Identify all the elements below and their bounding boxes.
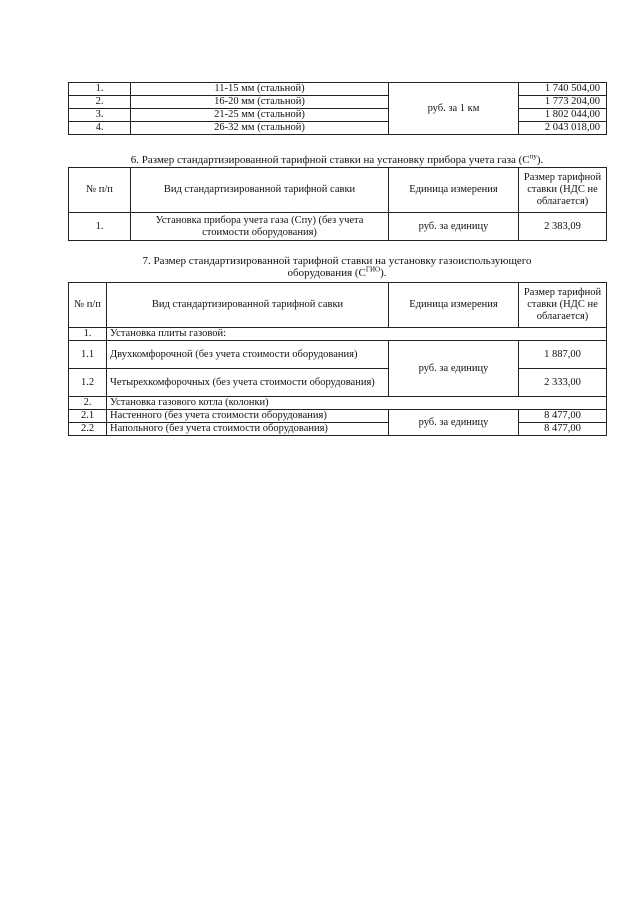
section-7-title-line2 bbox=[68, 267, 606, 279]
section-6-title-end: ). bbox=[536, 154, 544, 166]
row-value: 1 740 504,00 bbox=[519, 83, 607, 96]
row-number: 2.2 bbox=[69, 423, 107, 436]
row-number: 4. bbox=[69, 122, 131, 135]
table-row bbox=[69, 96, 607, 109]
unit-cell: руб. за единицу bbox=[389, 341, 519, 397]
table-row bbox=[69, 369, 607, 397]
header-name: Вид стандартизированной тарифной савки bbox=[131, 168, 389, 213]
table-row bbox=[69, 213, 607, 241]
header-unit: Единица измерения bbox=[389, 283, 519, 328]
section-6-title-sup: пу bbox=[529, 152, 537, 161]
row-number: 3. bbox=[69, 109, 131, 122]
row-name: Настенного (без учета стоимости оборудования) bbox=[107, 410, 389, 423]
table-header-row bbox=[69, 283, 607, 328]
row-name: 16-20 мм (стальной) bbox=[131, 96, 389, 109]
header-value: Размер тарифной ставки (НДС не облагается) bbox=[519, 168, 607, 213]
row-name: Четырехкомфорочных (без учета стоимости оборудования) bbox=[107, 369, 389, 397]
row-name: Установка прибора учета газа (Спу) (без учета стоимости оборудования) bbox=[131, 213, 389, 241]
row-value: 8 477,00 bbox=[519, 410, 607, 423]
section-7-title-line1: 7. Размер стандартизированной тарифной ставки на установку газоиспользующего bbox=[142, 255, 532, 267]
section-7-title-sup: ГИО bbox=[365, 265, 381, 274]
header-unit: Единица измерения bbox=[389, 168, 519, 213]
section-7-title bbox=[68, 255, 606, 279]
table-row bbox=[69, 109, 607, 122]
header-value: Размер тарифной ставки (НДС не облагается) bbox=[519, 283, 607, 328]
row-value: 2 333,00 bbox=[519, 369, 607, 397]
group-name: Установка газового котла (колонки) bbox=[107, 397, 607, 410]
row-unit: руб. за единицу bbox=[389, 213, 519, 241]
row-number: 2. bbox=[69, 96, 131, 109]
row-number: 1. bbox=[69, 83, 131, 96]
row-name: 26-32 мм (стальной) bbox=[131, 122, 389, 135]
row-number: 1. bbox=[69, 213, 131, 241]
table-row bbox=[69, 410, 607, 423]
row-number: 1.1 bbox=[69, 341, 107, 369]
group-name: Установка плиты газовой: bbox=[107, 328, 607, 341]
row-number: 1.2 bbox=[69, 369, 107, 397]
row-value: 1 887,00 bbox=[519, 341, 607, 369]
row-value: 2 383,09 bbox=[519, 213, 607, 241]
row-value: 2 043 018,00 bbox=[519, 122, 607, 135]
group-number: 1. bbox=[69, 328, 107, 341]
section-6-title-text: 6. Размер стандартизированной тарифной ставки на установку прибора учета газа (С bbox=[130, 154, 530, 166]
table-row bbox=[69, 423, 607, 436]
gas-equipment-table bbox=[68, 282, 607, 436]
row-name: 21-25 мм (стальной) bbox=[131, 109, 389, 122]
table-header-row bbox=[69, 168, 607, 213]
row-value: 1 802 044,00 bbox=[519, 109, 607, 122]
header-name: Вид стандартизированной тарифной савки bbox=[107, 283, 389, 328]
row-number: 2.1 bbox=[69, 410, 107, 423]
row-name: Двухкомфорочной (без учета стоимости оборудования) bbox=[107, 341, 389, 369]
table-row bbox=[69, 83, 607, 96]
group-number: 2. bbox=[69, 397, 107, 410]
section-7-title-line2-text: оборудования (С bbox=[287, 267, 366, 279]
table-row bbox=[69, 341, 607, 369]
row-value: 8 477,00 bbox=[519, 423, 607, 436]
table-group-row bbox=[69, 328, 607, 341]
table-group-row bbox=[69, 397, 607, 410]
header-num: № п/п bbox=[69, 168, 131, 213]
row-value: 1 773 204,00 bbox=[519, 96, 607, 109]
unit-cell: руб. за 1 км bbox=[389, 83, 519, 135]
unit-cell: руб. за единицу bbox=[389, 410, 519, 436]
section-7-title-end: ). bbox=[380, 267, 387, 279]
meter-install-table bbox=[68, 167, 607, 241]
pipe-rates-table bbox=[68, 82, 607, 135]
table-row bbox=[69, 122, 607, 135]
row-name: Напольного (без учета стоимости оборудования) bbox=[107, 423, 389, 436]
section-6-title bbox=[68, 154, 606, 166]
header-num: № п/п bbox=[69, 283, 107, 328]
row-name: 11-15 мм (стальной) bbox=[131, 83, 389, 96]
